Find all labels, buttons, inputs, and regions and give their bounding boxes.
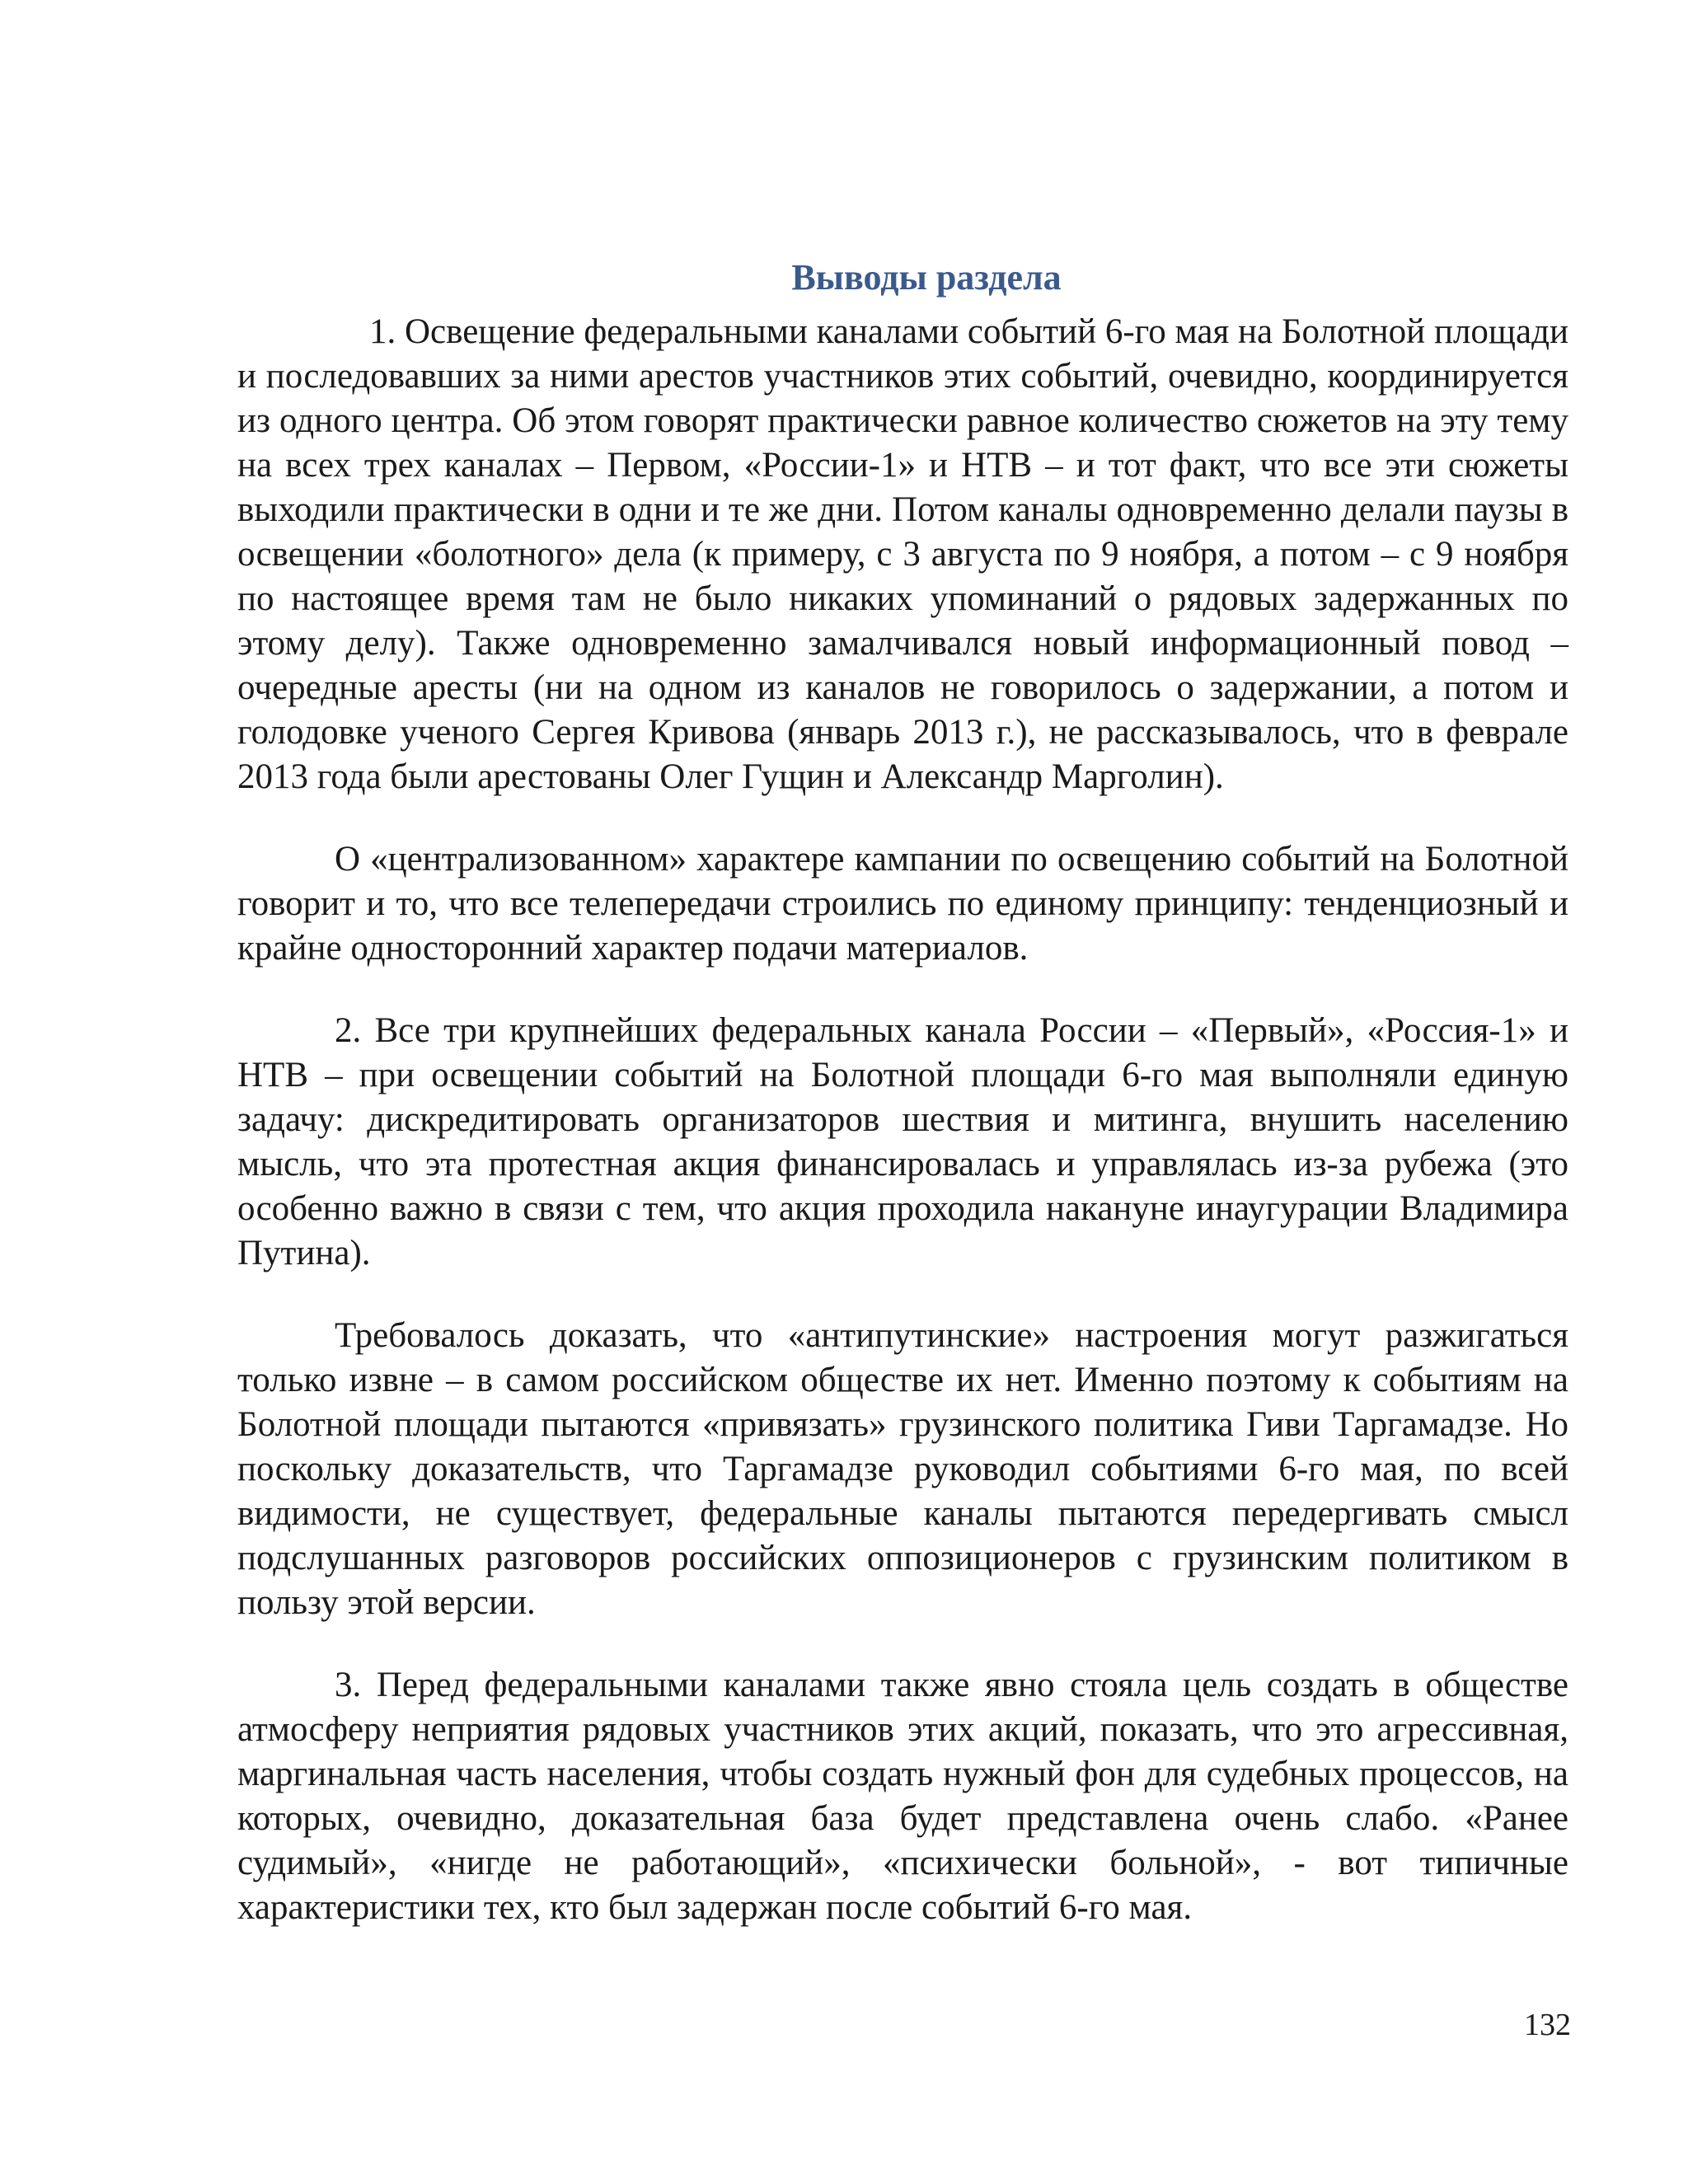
paragraph-conclusion-1: 1. Освещение федеральными каналами событий 6-го мая на Болотной площади и последовавших за ними арестов участников этих событий, очевидно, координируется из одного центра. Об этом говорят практически равное количество сюжетов на эту тему на всех трех каналах – Первом, «России-1» и НТВ – и тот факт, что все эти сюжеты выходили практически в одни и те же дни. Потом каналы одновременно делали паузы в освещении «болотного» дела (к примеру, с 3 августа по 9 ноября, а потом – с 9 ноября по настоящее время там не было никаких упоминаний о рядовых задержанных по этому делу). Также одновременно замалчивался новый информационный повод – очередные аресты (ни на одном из каналов не говорилось о задержании, а потом и голодовке ученого Сергея Кривова (январь 2013 г.), не рассказывалось, что в феврале 2013 года были арестованы Олег Гущин и Александр Марголин). xyxy=(237,312,1568,796)
page-number: 132 xyxy=(1524,2008,1571,2042)
section-heading: Выводы раздела xyxy=(791,257,1062,298)
paragraph-conclusion-2: 2. Все три крупнейших федеральных канала России – «Первый», «Россия-1» и НТВ – при освещении событий на Болотной площади 6-го мая выполняли единую задачу: дискредитировать организаторов шествия и митинга, внушить населению мысль, что эта протестная акция финансировалась и управлялась из-за рубежа (это особенно важно в связи с тем, что акция проходила накануне инаугурации Владимира Путина). xyxy=(237,1011,1568,1272)
paragraph-centralized-campaign: О «централизованном» характере кампании по освещению событий на Болотной говорит и то, что все телепередачи строились по единому принципу: тенденциозный и крайне односторонний характер подачи материалов. xyxy=(237,840,1568,968)
paragraph-anti-putin-sentiment: Требовалось доказать, что «антипутинские» настроения могут разжигаться только извне – в самом российском обществе их нет. Именно поэтому к событиям на Болотной площади пытаются «привязать» грузинского политика Гиви Таргамадзе. Но поскольку доказательств, что Таргамадзе руководил событиями 6-го мая, по всей видимости, не существует, федеральные каналы пытаются передергивать смысл подслушанных разговоров российских оппозиционеров с грузинским политиком в пользу этой версии. xyxy=(237,1316,1568,1622)
body-text xyxy=(237,310,1568,1930)
paragraph-conclusion-3: 3. Перед федеральными каналами также явно стояла цель создать в обществе атмосферу неприятия рядовых участников этих акций, показать, что это агрессивная, маргинальная часть населения, чтобы создать нужный фон для судебных процессов, на которых, очевидно, доказательная база будет представлена очень слабо. «Ранее судимый», «нигде не работающий», «психически больной», - вот типичные характеристики тех, кто был задержан после событий 6-го мая. xyxy=(237,1666,1568,1927)
